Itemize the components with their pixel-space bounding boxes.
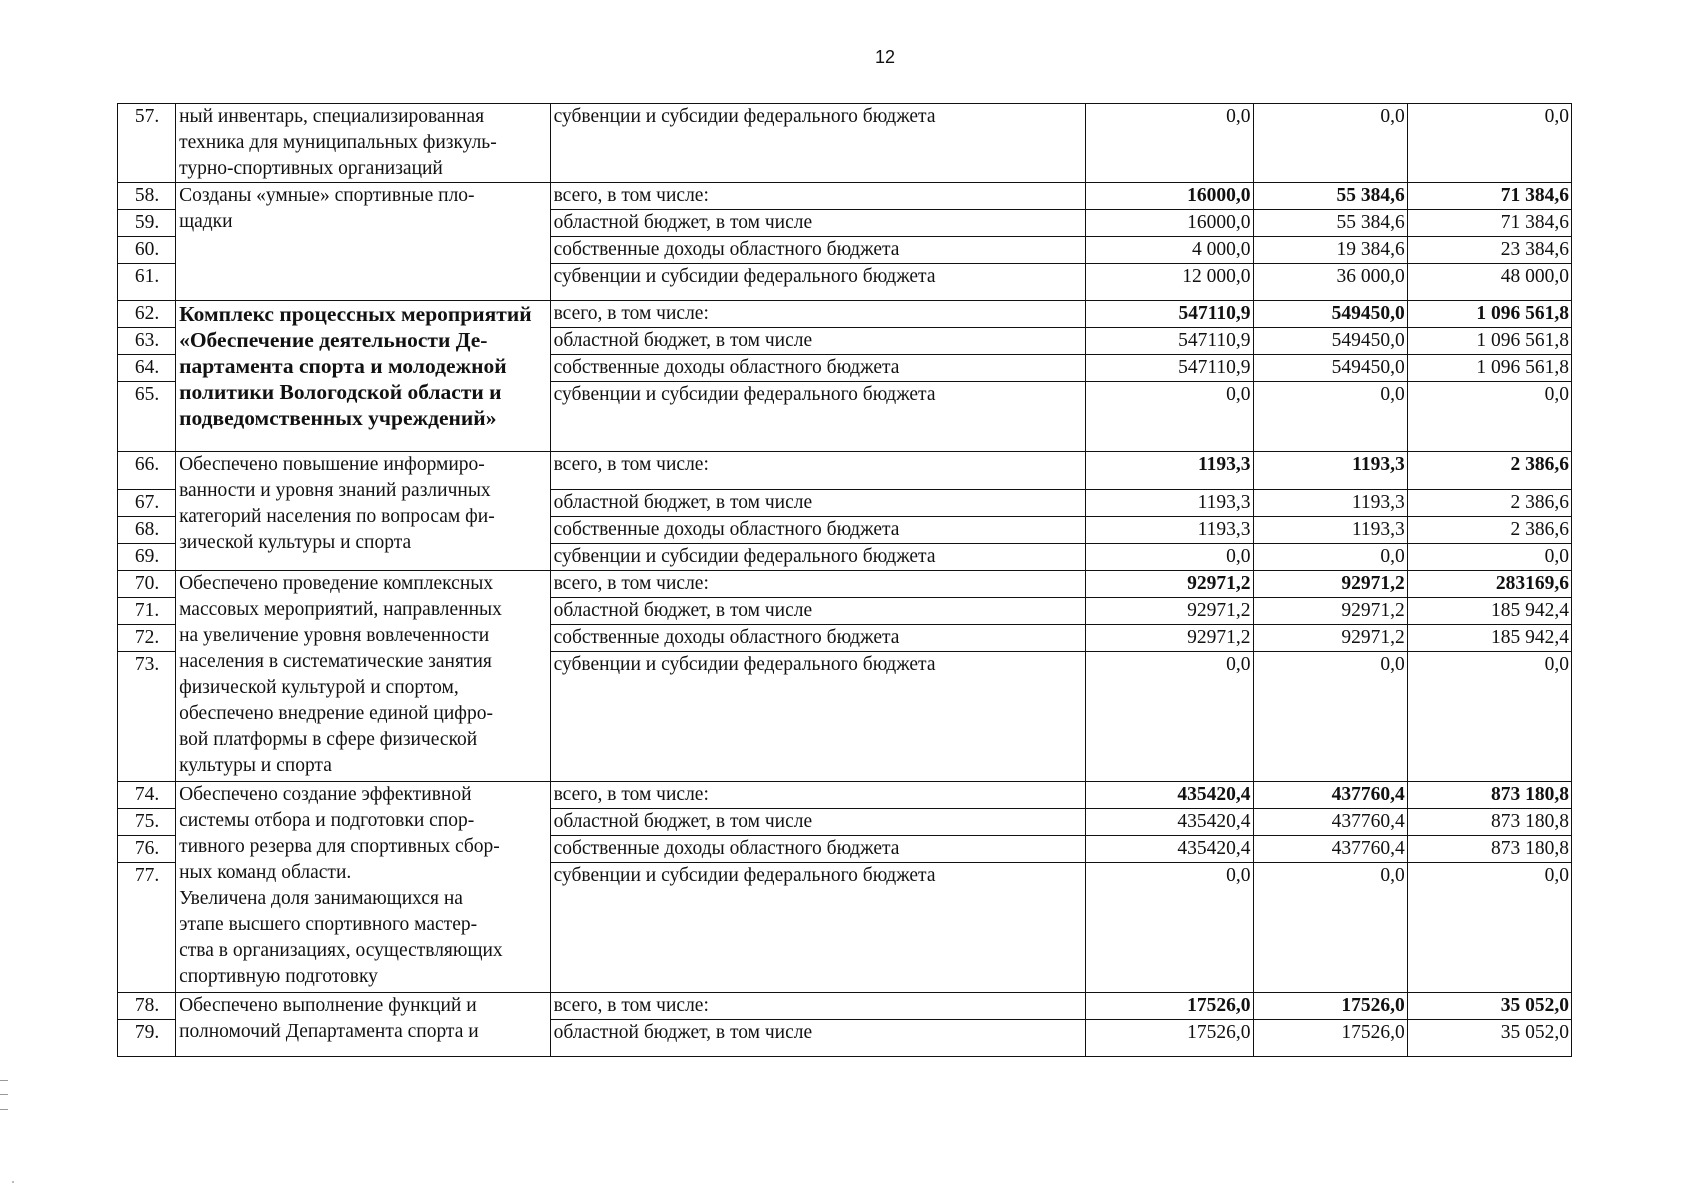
value-total: 2 386,6: [1407, 517, 1571, 544]
measure-description: Обеспечено выполнение функций и полномочий Департамента спорта и: [176, 993, 551, 1057]
value-year-2: 0,0: [1253, 652, 1407, 782]
measure-description: Созданы «умные» спортивные пло- щадки: [176, 183, 551, 301]
row-number: 62.: [118, 301, 176, 328]
value-total: 48 000,0: [1407, 264, 1571, 301]
measure-description: Обеспечено создание эффективной системы отбора и подготовки спор- тивного резерва для спортивных сбор- ных команд области. Увеличена доля занимающихся на этапе высшего спортивного мастер- ства в организациях, осуществляющих спортивную подготовку: [176, 782, 551, 993]
value-year-1: 92971,2: [1086, 571, 1253, 598]
row-number: 72.: [118, 625, 176, 652]
value-year-1: 17526,0: [1086, 993, 1253, 1020]
page-number: 12: [874, 47, 896, 67]
table-row: [118, 571, 1572, 598]
value-total: 0,0: [1407, 104, 1571, 183]
value-year-2: 437760,4: [1253, 782, 1407, 809]
funding-source: собственные доходы областного бюджета: [550, 517, 1086, 544]
value-total: 1 096 561,8: [1407, 355, 1571, 382]
value-year-2: 437760,4: [1253, 809, 1407, 836]
margin-binding-mark: [0, 1080, 8, 1110]
funding-source: субвенции и субсидии федерального бюджета: [550, 382, 1086, 452]
value-year-1: 0,0: [1086, 382, 1253, 452]
value-year-1: 4 000,0: [1086, 237, 1253, 264]
row-number: 67.: [118, 490, 176, 517]
value-year-2: 437760,4: [1253, 836, 1407, 863]
funding-source: всего, в том числе:: [550, 301, 1086, 328]
row-number: 77.: [118, 863, 176, 993]
budget-table: [117, 103, 1572, 1057]
value-total: 185 942,4: [1407, 625, 1571, 652]
funding-source: собственные доходы областного бюджета: [550, 355, 1086, 382]
funding-source: субвенции и субсидии федерального бюджета: [550, 104, 1086, 183]
value-year-1: 435420,4: [1086, 836, 1253, 863]
value-year-1: 0,0: [1086, 544, 1253, 571]
value-year-2: 92971,2: [1253, 625, 1407, 652]
row-number: 57.: [118, 104, 176, 183]
value-year-1: 435420,4: [1086, 782, 1253, 809]
funding-source: областной бюджет, в том числе: [550, 490, 1086, 517]
value-year-2: 17526,0: [1253, 1020, 1407, 1057]
row-number: 78.: [118, 993, 176, 1020]
value-year-2: 1193,3: [1253, 517, 1407, 544]
row-number: 75.: [118, 809, 176, 836]
value-year-2: 549450,0: [1253, 355, 1407, 382]
value-total: 35 052,0: [1407, 1020, 1571, 1057]
funding-source: областной бюджет, в том числе: [550, 210, 1086, 237]
row-number: 70.: [118, 571, 176, 598]
funding-source: собственные доходы областного бюджета: [550, 625, 1086, 652]
funding-source: всего, в том числе:: [550, 571, 1086, 598]
value-year-1: 0,0: [1086, 652, 1253, 782]
value-year-2: 55 384,6: [1253, 183, 1407, 210]
row-number: 69.: [118, 544, 176, 571]
value-year-1: 435420,4: [1086, 809, 1253, 836]
value-year-1: 547110,9: [1086, 328, 1253, 355]
value-total: 185 942,4: [1407, 598, 1571, 625]
row-number: 59.: [118, 210, 176, 237]
value-total: 71 384,6: [1407, 210, 1571, 237]
value-year-2: 19 384,6: [1253, 237, 1407, 264]
value-year-2: 55 384,6: [1253, 210, 1407, 237]
value-year-2: 549450,0: [1253, 328, 1407, 355]
value-year-1: 1193,3: [1086, 490, 1253, 517]
value-year-1: 547110,9: [1086, 355, 1253, 382]
value-total: 1 096 561,8: [1407, 301, 1571, 328]
funding-source: собственные доходы областного бюджета: [550, 237, 1086, 264]
funding-source: всего, в том числе:: [550, 993, 1086, 1020]
value-year-2: 0,0: [1253, 104, 1407, 183]
value-total: 71 384,6: [1407, 183, 1571, 210]
value-total: 0,0: [1407, 544, 1571, 571]
value-year-2: 92971,2: [1253, 598, 1407, 625]
value-year-2: 549450,0: [1253, 301, 1407, 328]
funding-source: субвенции и субсидии федерального бюджета: [550, 264, 1086, 301]
row-number: 68.: [118, 517, 176, 544]
row-number: 73.: [118, 652, 176, 782]
funding-source: областной бюджет, в том числе: [550, 598, 1086, 625]
value-year-1: 92971,2: [1086, 625, 1253, 652]
value-year-2: 36 000,0: [1253, 264, 1407, 301]
budget-table-body: [118, 104, 1572, 1057]
row-number: 61.: [118, 264, 176, 301]
value-total: 873 180,8: [1407, 836, 1571, 863]
value-year-1: 12 000,0: [1086, 264, 1253, 301]
value-year-1: 1193,3: [1086, 517, 1253, 544]
row-number: 58.: [118, 183, 176, 210]
row-number: 66.: [118, 452, 176, 490]
funding-source: субвенции и субсидии федерального бюджета: [550, 544, 1086, 571]
value-total: 35 052,0: [1407, 993, 1571, 1020]
row-number: 76.: [118, 836, 176, 863]
value-total: 873 180,8: [1407, 782, 1571, 809]
funding-source: субвенции и субсидии федерального бюджета: [550, 863, 1086, 993]
table-row: [118, 452, 1572, 490]
row-number: 64.: [118, 355, 176, 382]
row-number: 79.: [118, 1020, 176, 1057]
funding-source: собственные доходы областного бюджета: [550, 836, 1086, 863]
funding-source: всего, в том числе:: [550, 183, 1086, 210]
table-row: [118, 104, 1572, 183]
value-year-2: 1193,3: [1253, 452, 1407, 490]
funding-source: областной бюджет, в том числе: [550, 1020, 1086, 1057]
table-row: [118, 993, 1572, 1020]
value-year-2: 0,0: [1253, 544, 1407, 571]
value-year-2: 92971,2: [1253, 571, 1407, 598]
measure-description: Обеспечено проведение комплексных массовых мероприятий, направленных на увеличение уровня вовлеченности населения в систематические занятия физической культурой и спортом, обеспечено внедрение единой цифро- вой платформы в сфере физической культуры и спорта: [176, 571, 551, 782]
value-year-2: 0,0: [1253, 382, 1407, 452]
measure-description: Обеспечено повышение информиро- ванности и уровня знаний различных категорий населения по вопросам фи- зической культуры и спорта: [176, 452, 551, 571]
table-row: [118, 301, 1572, 328]
value-year-1: 16000,0: [1086, 210, 1253, 237]
funding-source: всего, в том числе:: [550, 782, 1086, 809]
funding-source: субвенции и субсидии федерального бюджета: [550, 652, 1086, 782]
value-year-1: 92971,2: [1086, 598, 1253, 625]
row-number: 71.: [118, 598, 176, 625]
value-year-2: 0,0: [1253, 863, 1407, 993]
value-total: 283169,6: [1407, 571, 1571, 598]
value-year-2: 17526,0: [1253, 993, 1407, 1020]
value-total: 873 180,8: [1407, 809, 1571, 836]
table-row: [118, 183, 1572, 210]
row-number: 63.: [118, 328, 176, 355]
value-year-1: 1193,3: [1086, 452, 1253, 490]
measure-description: ный инвентарь, специализированная техника для муниципальных физкуль- турно-спортивных организаций: [176, 104, 551, 183]
value-total: 2 386,6: [1407, 452, 1571, 490]
funding-source: областной бюджет, в том числе: [550, 328, 1086, 355]
value-year-1: 547110,9: [1086, 301, 1253, 328]
value-year-1: 17526,0: [1086, 1020, 1253, 1057]
table-row: [118, 782, 1572, 809]
value-year-1: 16000,0: [1086, 183, 1253, 210]
value-year-2: 1193,3: [1253, 490, 1407, 517]
value-total: 23 384,6: [1407, 237, 1571, 264]
row-number: 74.: [118, 782, 176, 809]
row-number: 65.: [118, 382, 176, 452]
scan-speck: [12, 1181, 14, 1183]
value-total: 0,0: [1407, 863, 1571, 993]
value-total: 1 096 561,8: [1407, 328, 1571, 355]
funding-source: областной бюджет, в том числе: [550, 809, 1086, 836]
value-total: 2 386,6: [1407, 490, 1571, 517]
value-year-1: 0,0: [1086, 104, 1253, 183]
value-year-1: 0,0: [1086, 863, 1253, 993]
funding-source: всего, в том числе:: [550, 452, 1086, 490]
row-number: 60.: [118, 237, 176, 264]
value-total: 0,0: [1407, 382, 1571, 452]
value-total: 0,0: [1407, 652, 1571, 782]
measure-description: Комплекс процессных мероприятий «Обеспечение деятельности Де- партамента спорта и молодежной политики Вологодской области и подведомственных учреждений»: [176, 301, 551, 452]
